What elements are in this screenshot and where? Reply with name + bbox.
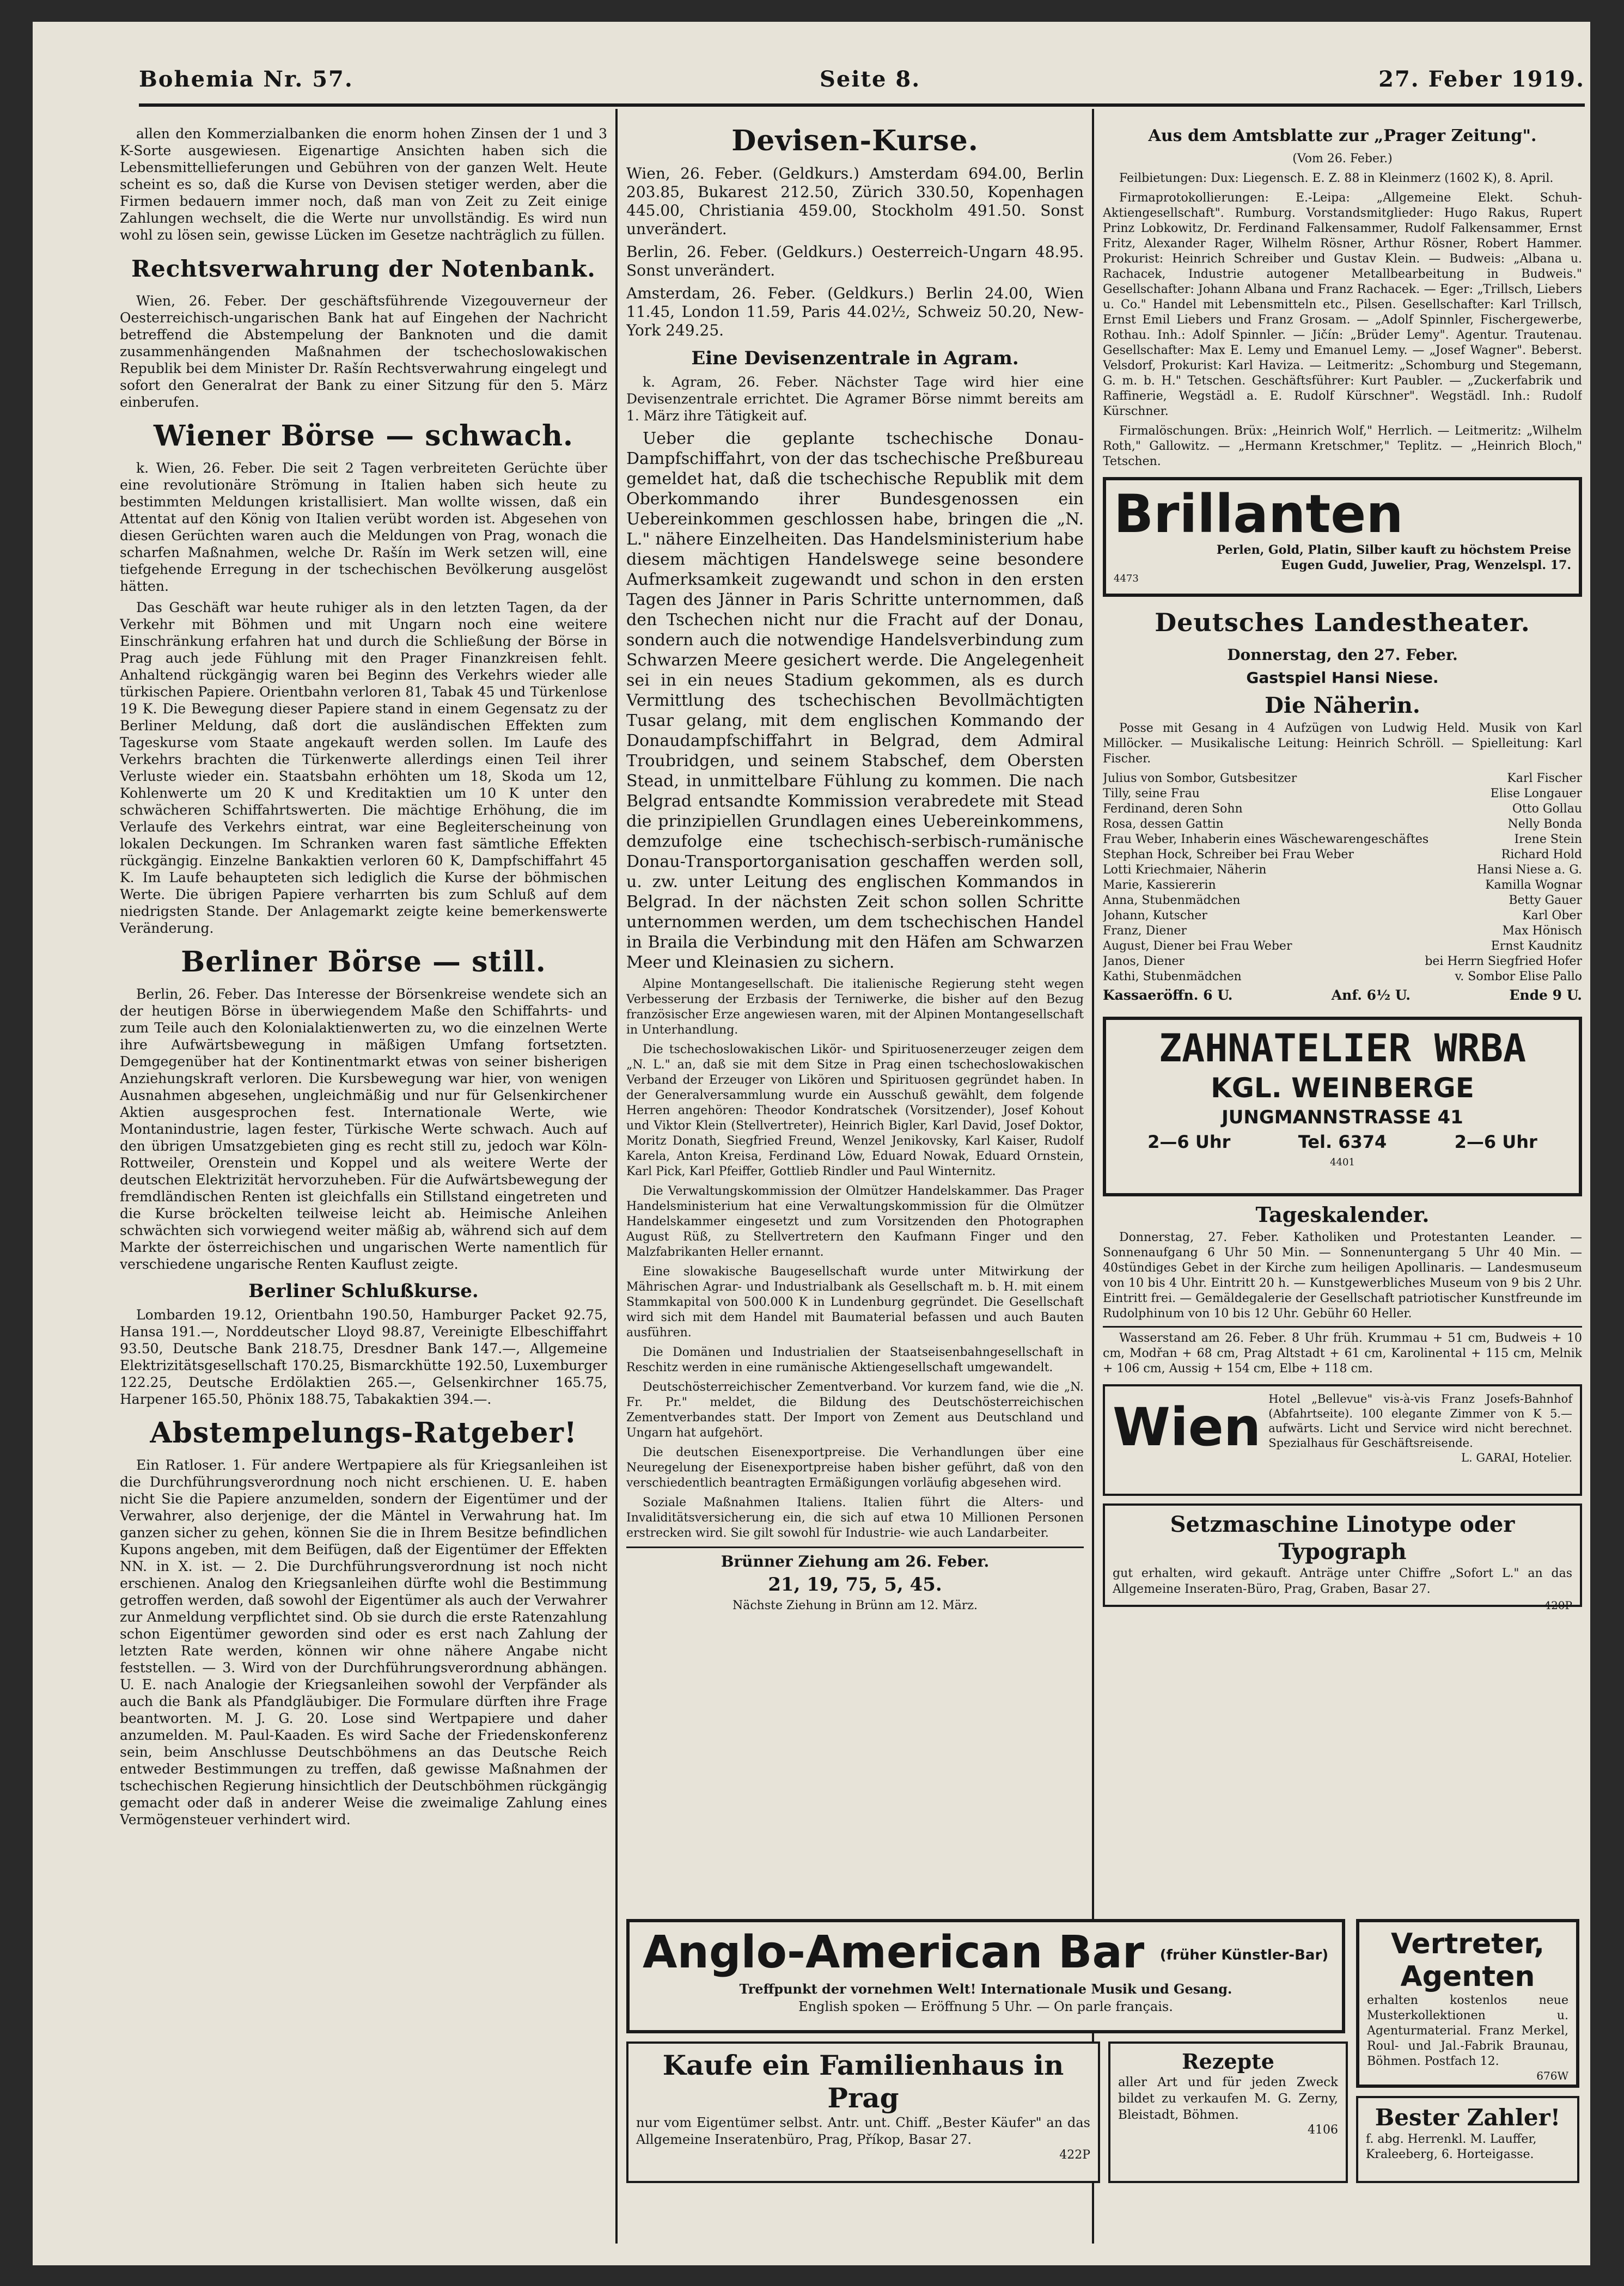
article-agram: k. Agram, 26. Feber. Nächster Tage wird hier eine Devisenzentrale errichtet. Die Agramer Börse nimmt bereits am 1. März ihre Tätigkeit auf. bbox=[626, 374, 1084, 424]
devisen-amsterdam: Amsterdam, 26. Feber. (Geldkurs.) Berlin 24.00, Wien 11.45, London 11.59, Paris 44.02½, Schweiz 50.20, New-York 249.25. bbox=[626, 284, 1084, 339]
article-olmuetz: Die Verwaltungskommission der Olmützer Handelskammer. Das Prager Handelsministerium hat eine Verwaltungskommission für die Olmützer Handelskammer eingesetzt und zum Vorsitzenden den Photographen August Rüß, zu Stellvertretern den Kaufmann Finger und den Malzfabrikanten Heller ernannt. bbox=[626, 1184, 1084, 1259]
setzmaschine-number: 420P bbox=[1544, 1599, 1572, 1612]
devisen-wien: Wien, 26. Feber. (Geldkurs.) Amsterdam 694.00, Berlin 203.85, Bukarest 212.50, Zürich 330.50, Kopenhagen 445.00, Christiania 459.00, Stockholm 491.50. Sonst unverändert. bbox=[626, 164, 1084, 238]
cast-row bbox=[1103, 847, 1582, 863]
cast-row bbox=[1103, 939, 1582, 954]
article-donau: Ueber die geplante tschechische Donau-Dampfschiffahrt, von der das tschechische Preßbureau gemeldet hat, daß die tschechische Republik mit dem Oberkommando ihrer Bundesgenossen ein Uebereinkommen geschlossen habe, bringen die „N. L." nähere Einzelheiten. Das Handelsministerium habe diesem mächtigen Handelswege seine besondere Aufmerksamkeit zugewandt und schon in den ersten Tagen des Jänner in Paris Schritte unternommen, daß den Tschechen nicht nur die Fracht auf der Donau, sondern auch die notwendige Handelsverbindung zum Schwarzen Meere gesichert werde. Die Angelegenheit sei in ein neues Stadium gekommen, als es durch Vermittlung des tschechischen Bevollmächtigten Tusar gelang, mit dem englischen Kommando der Donaudampfschiffahrt in Belgrad, dem Admiral Troubridgen, und seinem Stabschef, dem Obersten Stead, in unmittelbare Fühlung zu kommen. Die nach Belgrad entsandte Kommission verabredete mit Stead die prinzipiellen Grundlagen eines Uebereinkommens, demzufolge eine tschechisch-serbisch-rumänische Donau-Transportorganisation geschaffen werden soll, u. zw. unter Leitung des englischen Kommandos in Belgrad. In der nächsten Zeit schon sollen Schritte unternommen werden, um dem tschechischen Handel in Braila die Verbindung mit den Häfen am Schwarzen Meer und Kleinasien zu sichern. bbox=[626, 429, 1084, 972]
zahnatelier-number: 4401 bbox=[1330, 1157, 1355, 1168]
header-rule bbox=[139, 103, 1585, 107]
cast-row bbox=[1103, 863, 1582, 878]
ad-vertreter bbox=[1356, 1919, 1579, 2088]
cast-actor: Kamilla Wognar bbox=[1485, 878, 1582, 892]
zahnatelier-hours-1: 2—6 Uhr bbox=[1147, 1132, 1231, 1152]
cast-actor: Otto Gollau bbox=[1512, 802, 1582, 816]
cast-row bbox=[1103, 878, 1582, 893]
amtsblatt-title: Aus dem Amtsblatte zur „Prager Zeitung". bbox=[1148, 126, 1537, 145]
article-likoer: Die tschechoslowakischen Likör- und Spirituosenerzeuger zeigen dem „N. L." an, daß sie mit dem Sitze in Prag einen tschechoslowakischen Verband der Erzeuger von Likören und Spirituosen gegründet haben. In der Generalversammlung wurde ein Ausschuß gewählt, dem folgende Herren angehören: Theodor Kondratschek (Vorsitzender), Josef Kohout und Viktor Klein (Stellvertreter), Heinrich Bigler, Karl David, Josef Doktor, Moritz Donath, Siegfried Freund, Wenzel Jenikovsky, Karl Kaiser, Rudolf Karela, Anton Kreisa, Ferdinand Löw, Eduard Nowak, Eduard Ornstein, Karl Pick, Karl Pfeiffer, Gottlieb Rindler und Paul Winternitz. bbox=[626, 1043, 1084, 1178]
headline-abstempelung: Abstempelungs-Ratgeber! bbox=[150, 1416, 577, 1450]
zahnatelier-hours-2: 2—6 Uhr bbox=[1454, 1132, 1537, 1152]
cast-role: Stephan Hock, Schreiber bei Frau Weber bbox=[1103, 848, 1354, 861]
vertreter-text: erhalten kostenlos neue Musterkollektionen u. Agenturmaterial. Franz Merkel, Roul- und Jal.-Fabrik Braunau, Böhmen. Postfach 12. bbox=[1367, 1994, 1568, 2068]
zahnatelier-hours bbox=[1114, 1130, 1571, 1154]
familienhaus-text: nur vom Eigentümer selbst. Antr. unt. Chiff. „Bester Käufer" an das Allgemeine Inseratenbüro, Prag, Příkop, Basar 27. bbox=[636, 2115, 1090, 2147]
setzmaschine-text: gut erhalten, wird gekauft. Anträge unter Chiffre „Sofort L." an das Allgemeine Inseraten-Büro, Prag, Graben, Basar 27. bbox=[1113, 1567, 1572, 1596]
tageskalender-text: Donnerstag, 27. Feber. Katholiken und Protestanten Leander. — Sonnenaufgang 6 Uhr 50 Min. — Sonnenuntergang 5 Uhr 40 Min. — 40stündiges Gebet in der Kirche zum heiligen Apollinaris. — Landesmuseum von 10 bis 4 Uhr. Eintritt 20 h. — Kunstgewerbliches Museum von 9 bis 2 Uhr. Eintritt frei. — Gemäldegalerie der Gesellschaft patriotischer Kunstfreunde im Rudolphinum von 10 bis 12 Uhr. Gebühr 60 Heller. bbox=[1103, 1231, 1582, 1321]
headline-devisen: Devisen-Kurse. bbox=[731, 125, 979, 157]
article-wiener-boerse-2: Das Geschäft war heute ruhiger als in den letzten Tagen, da der Verkehr mit Böhmen und mit Ungarn noch eine weitere Einschränkung erfahren hat und durch die Schließung der Börse in Prag auch jede Fühlung mit den Prager Finanzkreisen fehlt. Anhaltend rückgängig waren bei Beginn des Verkehrs wieder alle türkischen Papiere. Orientbahn verloren 81, Tabak 45 und Türkenlose 19 K. Die Bewegung dieser Papiere stand in einem Gegensatz zu der Berliner Meldung, daß dort die ausländischen Effekten zum Tageskurse vom Staate angekauft werden sollen. Im Laufe des Verkehrs brachten die Türkenwerte allerdings einen Teil ihrer Verluste wieder ein. Staatsbahn erhöhten um 18, Skoda um 12, Kohlenwerte um 20 K und Kreditaktien um 10 K unter den schwächeren Schiffahrtswerten. Die mächtige Erhöhung, die im Verlaufe des Verkehrs eintrat, war eine Begleiterscheinung von lokalen Deckungen. Im Schranken waren fast sämtliche Effekten rückgängig. Einzelne Bankaktien verloren 60 K, Dampfschiffahrt 45 K. Im Laufe behaupteten sich lediglich die Kurse der böhmischen Werte. Die übrigen Papiere verharrten bis zum Schluß auf dem niedrigsten Stande. Der Anlagemarkt zeigte keine bemerkenswerte Veränderung. bbox=[120, 600, 607, 936]
bruenn-numbers: 21, 19, 75, 5, 45. bbox=[768, 1574, 942, 1596]
tageskalender-title: Tageskalender. bbox=[1255, 1202, 1430, 1227]
headline-rechtsverwahrung: Rechtsverwahrung der Notenbank. bbox=[131, 255, 596, 282]
familienhaus-title: Kaufe ein Familienhaus in Prag bbox=[662, 2049, 1064, 2114]
theater-times bbox=[1103, 987, 1582, 1004]
ad-brillanten bbox=[1103, 477, 1582, 597]
theater-ende: Ende 9 U. bbox=[1509, 987, 1582, 1003]
newspaper-page bbox=[33, 22, 1590, 2265]
cast-row bbox=[1103, 954, 1582, 969]
zahnatelier-tel: Tel. 6374 bbox=[1298, 1132, 1387, 1152]
cast-role: Julius von Sombor, Gutsbesitzer bbox=[1103, 772, 1297, 785]
header-date: 27. Feber 1919. bbox=[1378, 66, 1585, 92]
article-alpine: Alpine Montangesellschaft. Die italienische Regierung steht wegen Verbesserung der Erzbasis der Terniwerke, die bisher auf den Bezug französischer Erze angewiesen waren, mit der Alpinen Montangesellschaft in Unterhandlung. bbox=[626, 977, 1084, 1037]
setzmaschine-title: Setzmaschine Linotype oder Typograph bbox=[1170, 1512, 1515, 1564]
theater-kassa: Kassaeröffn. 6 U. bbox=[1103, 987, 1233, 1003]
cast-role: Ferdinand, deren Sohn bbox=[1103, 802, 1243, 816]
cast-row bbox=[1103, 893, 1582, 908]
zahnatelier-place: KGL. WEINBERGE bbox=[1211, 1072, 1474, 1104]
bruenn-lottery bbox=[626, 1547, 1084, 1613]
theater-title: Deutsches Landestheater. bbox=[1155, 608, 1530, 637]
column-3 bbox=[1103, 125, 1582, 1906]
cast-actor: Irene Stein bbox=[1514, 833, 1582, 846]
amtsblatt-date: (Vom 26. Feber.) bbox=[1292, 152, 1393, 166]
theater-description: Posse mit Gesang in 4 Aufzügen von Ludwig Held. Musik von Karl Millöcker. — Musikalische Leitung: Heinrich Schröll. — Spielleitung: Karl Fischer. bbox=[1103, 722, 1582, 766]
hotel-wien-owner: L. GARAI, Hotelier. bbox=[1461, 1451, 1572, 1464]
zahnatelier-street: JUNGMANNSTRASSE 41 bbox=[1222, 1107, 1463, 1128]
bester-zahler-text: f. abg. Herrenkl. M. Lauffer, Kraleeberg, 6. Horteigasse. bbox=[1366, 2132, 1537, 2161]
cast-actor: Nelly Bonda bbox=[1507, 817, 1582, 831]
anglo-line-2: English spoken — Eröffnung 5 Uhr. — On parle français. bbox=[798, 1998, 1173, 2014]
hotel-wien-text: Hotel „Bellevue" vis-à-vis Franz Josefs-Bahnhof (Abfahrtseite). 100 elegante Zimmer von K 5.— aufwärts. Licht und Service wird nicht berechnet. Spezialhaus für Geschäftsreisende. bbox=[1268, 1392, 1572, 1450]
article-domaenen: Die Domänen und Industrialien der Staatseisenbahngesellschaft in Reschitz werden in eine rumänische Aktiengesellschaft umgewandelt. bbox=[626, 1346, 1084, 1374]
cast-actor: Richard Hold bbox=[1501, 848, 1582, 861]
cast-actor: Elise Longauer bbox=[1490, 787, 1582, 800]
cast-role: Johann, Kutscher bbox=[1103, 909, 1207, 922]
zahnatelier-title: ZAHNATELIER WRBA bbox=[1158, 1026, 1527, 1071]
ad-familienhaus bbox=[626, 2041, 1100, 2183]
ad-anglo-american-bar bbox=[626, 1919, 1345, 2033]
headline-berliner-boerse: Berliner Börse — still. bbox=[181, 945, 546, 979]
intro-paragraph: allen den Kommerzialbanken die enorm hohen Zinsen der 1 und 3 K-Sorte ausgewiesen. Eigenartige Ansichten haben sich die Lebensmittellieferungen und Gebühren von der ganzen Welt. Heute scheint es so, daß die Kurse von Devisen stetiger werden, aber die Firmen bedauern immer noch, daß man von Zeit zu Zeit einige Zahlungen wechselt, die die Werte nur unvollständig. Es wird nun wohl zu lösen sein, gewisse Lücken im Gesetze nachträglich zu füllen. bbox=[120, 126, 607, 243]
devisen-berlin: Berlin, 26. Feber. (Geldkurs.) Oesterreich-Ungarn 48.95. Sonst unverändert. bbox=[626, 243, 1084, 279]
cast-actor: Betty Gauer bbox=[1509, 894, 1582, 907]
anglo-line-1: Treffpunkt der vornehmen Welt! Internationale Musik und Gesang. bbox=[739, 1981, 1232, 1997]
header-issue: Bohemia Nr. 57. bbox=[139, 66, 353, 92]
theater-cast-list bbox=[1103, 771, 1582, 985]
page-header bbox=[139, 61, 1585, 99]
article-rechtsverwahrung: Wien, 26. Feber. Der geschäftsführende Vizegouverneur der Oesterreichisch-ungarischen Bank hat auf Eingehen der Nachricht betreffend die Abstempelung der Banknoten und die damit zusammenhängenden Maßnahmen der tschechoslowakischen Republik bei dem Minister Dr. Rašín Rechtsverwahrung eingelegt und sofort den Generalrat der Bank zu einer Sitzung für den 5. März einberufen. bbox=[120, 293, 607, 410]
article-sozial: Soziale Maßnahmen Italiens. Italien führt die Alters- und Invaliditätsversicherung ein, die sich auf etwa 10 Millionen Personen erstrecken wird. Sie gilt sowohl für Industrie- wie auch Landarbeiter. bbox=[626, 1496, 1084, 1540]
cast-role: Anna, Stubenmädchen bbox=[1103, 894, 1241, 907]
anglo-title: Anglo-American Bar bbox=[643, 1927, 1145, 1978]
cast-row bbox=[1103, 908, 1582, 924]
cast-role: Marie, Kassiererin bbox=[1103, 878, 1216, 892]
article-berliner-boerse: Berlin, 26. Feber. Das Interesse der Börsenkreise wendete sich an der heutigen Börse in überwiegendem Maße den Schiffahrts- und zum Teile auch den Kolonialaktienwerten zu, wo die einzelnen Werte ihre Aufwärtsbewegung in mäßigen Umfang fortsetzten. Demgegenüber hat der Kontinentmarkt etwas von seiner bisherigen Anziehungskraft verloren. Die Kursbewegung war hier, von wenigen Ausnahmen abgesehen, ungleichmäßig und nur für Gelsenkirchener Aktien ausgesprochen fest. Internationale Werte, wie Montanindustrie, lagen fester, Türkische Werte schwach. Auch auf den übrigen Umsatzgebieten ging es recht still zu, jedoch war Köln-Rottweiler, Orenstein und Koppel und als weitere Werte der deutschen Elektrizität hervorzuheben. Für die Aufwärtsbewegung der fremdländischen Renten ist gleichfalls ein Stillstand eingetreten und die Kurse bröckelten teilweise leicht ab. Heimische Anleihen schwächten sich vorwiegend weiter mäßig ab, während sich auf dem Markte der österreichischen und ungarischen Werte namentlich für verschiedene ungarische Renten Kauflust zeigte. bbox=[120, 986, 607, 1272]
cast-role: Janos, Diener bbox=[1103, 955, 1185, 968]
cast-role: Rosa, dessen Gattin bbox=[1103, 817, 1224, 831]
theater-date: Donnerstag, den 27. Feber. bbox=[1227, 646, 1458, 664]
cast-role: Tilly, seine Frau bbox=[1103, 787, 1200, 800]
article-eisen: Die deutschen Eisenexportpreise. Die Verhandlungen über eine Neuregelung der Eisenexportpreise haben bisher geführt, daß von den verschiedentlich beantragten Ermäßigungen vorläufig abgesehen wird. bbox=[626, 1446, 1084, 1490]
theater-anfang: Anf. 6½ U. bbox=[1331, 987, 1411, 1003]
vertreter-number: 676W bbox=[1536, 2069, 1568, 2082]
cast-role: Frau Weber, Inhaberin eines Wäschewarengeschäftes bbox=[1103, 833, 1429, 846]
cast-role: Franz, Diener bbox=[1103, 924, 1187, 938]
article-wiener-boerse-1: k. Wien, 26. Feber. Die seit 2 Tagen verbreiteten Gerüchte über eine revolutionäre Strömung in Italien haben sich heute zu bestimmten Meldungen kristallisiert. Man wollte wissen, daß ein Attentat auf den König von Italien verübt worden ist. Abgesehen von diesen Gerüchten waren auch die Meldungen von Prag, wonach die scharfen Maßnahmen, welche Dr. Rašín im Werk setzen will, eine tiefgehende Erregung in der tschechischen Bevölkerung ausgelöst hätten. bbox=[120, 460, 607, 594]
bruenn-title: Brünner Ziehung am 26. Feber. bbox=[721, 1552, 990, 1570]
theater-guest: Gastspiel Hansi Niese. bbox=[1246, 669, 1439, 687]
bruenn-next: Nächste Ziehung in Brünn am 12. März. bbox=[732, 1599, 978, 1612]
brillanten-number: 4473 bbox=[1114, 573, 1139, 584]
cast-row bbox=[1103, 832, 1582, 847]
familienhaus-number: 422P bbox=[1059, 2148, 1090, 2162]
rezepte-text: aller Art und für jeden Zweck bildet zu verkaufen M. G. Zerny, Bleistadt, Böhmen. bbox=[1118, 2075, 1338, 2122]
cast-role: August, Diener bei Frau Weber bbox=[1103, 939, 1292, 953]
article-baugesellschaft: Eine slowakische Baugesellschaft wurde unter Mitwirkung der Mährischen Agrar- und Industrialbank als Gesellschaft m. b. H. mit einem Stammkapital von 500.000 K in Lundenburg gegründet. Die Gesellschaft wird sich mit dem Handel mit Baumaterial befassen und auch Bauten ausführen. bbox=[626, 1265, 1084, 1340]
cast-actor: Karl Ober bbox=[1522, 909, 1582, 922]
rezepte-title: Rezepte bbox=[1182, 2049, 1274, 2074]
amtsblatt-firmen: Firmaprotokollierungen: E.-Leipa: „Allgemeine Elekt. Schuh-Aktiengesellschaft". Rumburg. Vorstandsmitglieder: Hugo Rakus, Rupert Prinz Lobkowitz, Dr. Ferdinand Falkensammer, Rudolf Falkensammer, Ernst Fritz, Alexander Rager, Wilhelm Rösner, Arthur Rösner, Robert Hammer. Prokurist: Heinrich Schreiber und Gustav Klein. — Budweis: „Albana u. Rachacek, Industrie autogener Metallbearbeitung in Budweis." Gesellschafter: Johann Albana und Franz Rachacek. — Eger: „Trillsch, Liebers u. Co." Handel mit Lebensmitteln etc., Pilsen. Gesellschafter: Karl Trillsch, Ernst Emil Liebers und Franz Grosam. — „Adolf Spinnler, Fischergewerbe, Rothau. Inh.: Adolf Spinnler. — Jičín: „Brüder Lemy". Agentur. Trautenau. Gesellschafter: Max E. Lemy und Emanuel Lemy. — „Josef Wagner". Beberst. Velsdorf, Prokurist: Karl Haviza. — Leitmeritz: „Schomburg und Stegemann, G. m. b. H." Tetschen. Geschäftsführer: Kurt Paubler. — „Zuckerfabrik und Raffinerie, Wegstädl a. E. Rudolf Kürschner". Wegstädl. Inh.: Rudolf Kürschner. bbox=[1103, 191, 1582, 418]
headline-agram: Eine Devisenzentrale in Agram. bbox=[691, 347, 1019, 369]
cast-role: Kathi, Stubenmädchen bbox=[1103, 970, 1242, 983]
cast-actor: Ernst Kaudnitz bbox=[1491, 939, 1582, 953]
cast-row bbox=[1103, 817, 1582, 832]
column-1 bbox=[120, 125, 607, 2260]
article-zement: Deutschösterreichischer Zementverband. Vor kurzem fand, wie die „N. Fr. Pr." meldet, die Bildung des Deutschösterreichischen Zementverbandes statt. Der Import von Zement aus Deutschland und Ungarn hat aufgehört. bbox=[626, 1380, 1084, 1440]
brillanten-text-1: Perlen, Gold, Platin, Silber kauft zu höchstem Preise bbox=[1216, 543, 1571, 557]
ad-rezepte bbox=[1108, 2041, 1348, 2183]
headline-wiener-boerse: Wiener Börse — schwach. bbox=[153, 419, 574, 453]
cast-row bbox=[1103, 786, 1582, 802]
ad-bester-zahler bbox=[1356, 2096, 1579, 2183]
brillanten-title: Brillanten bbox=[1114, 484, 1403, 545]
ad-hotel-wien bbox=[1103, 1384, 1582, 1496]
cast-actor: Karl Fischer bbox=[1507, 772, 1582, 785]
brillanten-text-2: Eugen Gudd, Juwelier, Prag, Wenzelspl. 17. bbox=[1281, 558, 1571, 572]
cast-row bbox=[1103, 771, 1582, 786]
article-schlusskurse: Lombarden 19.12, Orientbahn 190.50, Hamburger Packet 92.75, Hansa 191.—, Norddeutscher Lloyd 98.87, Vereinigte Elbeschiffahrt 93.50, Deutsche Bank 218.75, Dresdner Bank 147.—, Allgemeine Elektrizitätsgesellschaft 170.25, Bismarckhütte 192.50, Luxemburger 122.25, Deutsche Erdölaktien 265.—, Gelsenkirchner 165.75, Harpener 165.50, Phönix 188.75, Tabakaktien 394.—. bbox=[120, 1307, 607, 1407]
vertreter-title: Vertreter, Agenten bbox=[1391, 1928, 1544, 1993]
amtsblatt-feilbietungen: Feilbietungen: Dux: Liegensch. E. Z. 88 in Kleinmerz (1602 K), 8. April. bbox=[1119, 172, 1554, 185]
column-divider-1 bbox=[615, 109, 618, 2244]
cast-row bbox=[1103, 802, 1582, 817]
cast-actor: bei Herrn Siegfried Hofer bbox=[1425, 955, 1582, 968]
header-page-number: Seite 8. bbox=[820, 66, 921, 92]
cast-actor: Hansi Niese a. G. bbox=[1476, 863, 1582, 877]
cast-role: Lotti Kriechmaier, Näherin bbox=[1103, 863, 1267, 877]
cast-row bbox=[1103, 969, 1582, 985]
headline-schlusskurse: Berliner Schlußkurse. bbox=[248, 1280, 479, 1302]
bester-zahler-title: Bester Zahler! bbox=[1375, 2104, 1561, 2131]
cast-actor: v. Sombor Elise Pallo bbox=[1455, 970, 1582, 983]
hotel-wien-big: Wien bbox=[1113, 1397, 1261, 1458]
amtsblatt-loeschungen: Firmalöschungen. Brüx: „Heinrich Wolf," Herrlich. — Leitmeritz: „Wilhelm Roth," Gallowitz. — „Hermann Kretschmer," Teplitz. — „Heinrich Bloch," Tetschen. bbox=[1103, 424, 1582, 468]
rezepte-number: 4106 bbox=[1308, 2123, 1338, 2137]
ad-zahnatelier bbox=[1103, 1017, 1582, 1196]
article-abstempelung: Ein Ratloser. 1. Für andere Wertpapiere als für Kriegsanleihen ist die Durchführungsverordnung noch nicht erschienen. U. E. haben nicht Sie die Papiere anzumelden, sondern der Eigentümer und der Verwahrer, also derjenige, der die Mäntel in Verwahrung hat. Im ganzen sicher zu gehen, können Sie die in Ihrem Besitze befindlichen Kupons angeben, mit dem Beifügen, daß der Eigentümer der Effekten NN. in X. ist. — 2. Die Durchführungsverordnung ist noch nicht erschienen. Analog den Kriegsanleihen dürfte wohl die Bestimmung getroffen werden, daß sowohl der Eigentümer als auch der Verwahrer zur Anmeldung verpflichtet sind. Ob sie durch die erste Ratenzahlung schon Eigentümer geworden sind oder es erst nach Zahlung der letzten Rate werden, können wir ohne nähere Angabe nicht feststellen. — 3. Wird von der Durchführungsverordnung abhängen. U. E. nach Analogie der Kriegsanleihen sowohl der Verpfänder als auch die Bank als Pfandgläubiger. Die Formulare dürften ihre Frage beantworten. M. J. G. 20. Lose sind Wertpapiere und daher anzumelden. M. Paul-Kaaden. Es wird Sache der Friedenskonferenz sein, beim Anschlusse Deutschböhmens an das Deutsche Reich entweder Bestimmungen zu treffen, daß gewisse Maßnahmen der tschechischen Regierung hinsichtlich der Deutschböhmen rückgängig gemacht oder daß in anderer Weise die zweimalige Zahlung eines Vermögensteuer verhindert wird. bbox=[120, 1457, 607, 1827]
anglo-subtitle: (früher Künstler-Bar) bbox=[1159, 1947, 1329, 1964]
wasserstand-text: Wasserstand am 26. Feber. 8 Uhr früh. Krummau + 51 cm, Budweis + 10 cm, Modřan + 68 cm, Prag Altstadt + 61 cm, Karolinental + 115 cm, Melnik + 106 cm, Aussig + 154 cm, Elbe + 118 cm. bbox=[1103, 1326, 1582, 1377]
cast-row bbox=[1103, 924, 1582, 939]
theater-play: Die Näherin. bbox=[1265, 693, 1420, 718]
ad-setzmaschine bbox=[1103, 1503, 1582, 1612]
cast-actor: Max Hönisch bbox=[1502, 924, 1582, 938]
